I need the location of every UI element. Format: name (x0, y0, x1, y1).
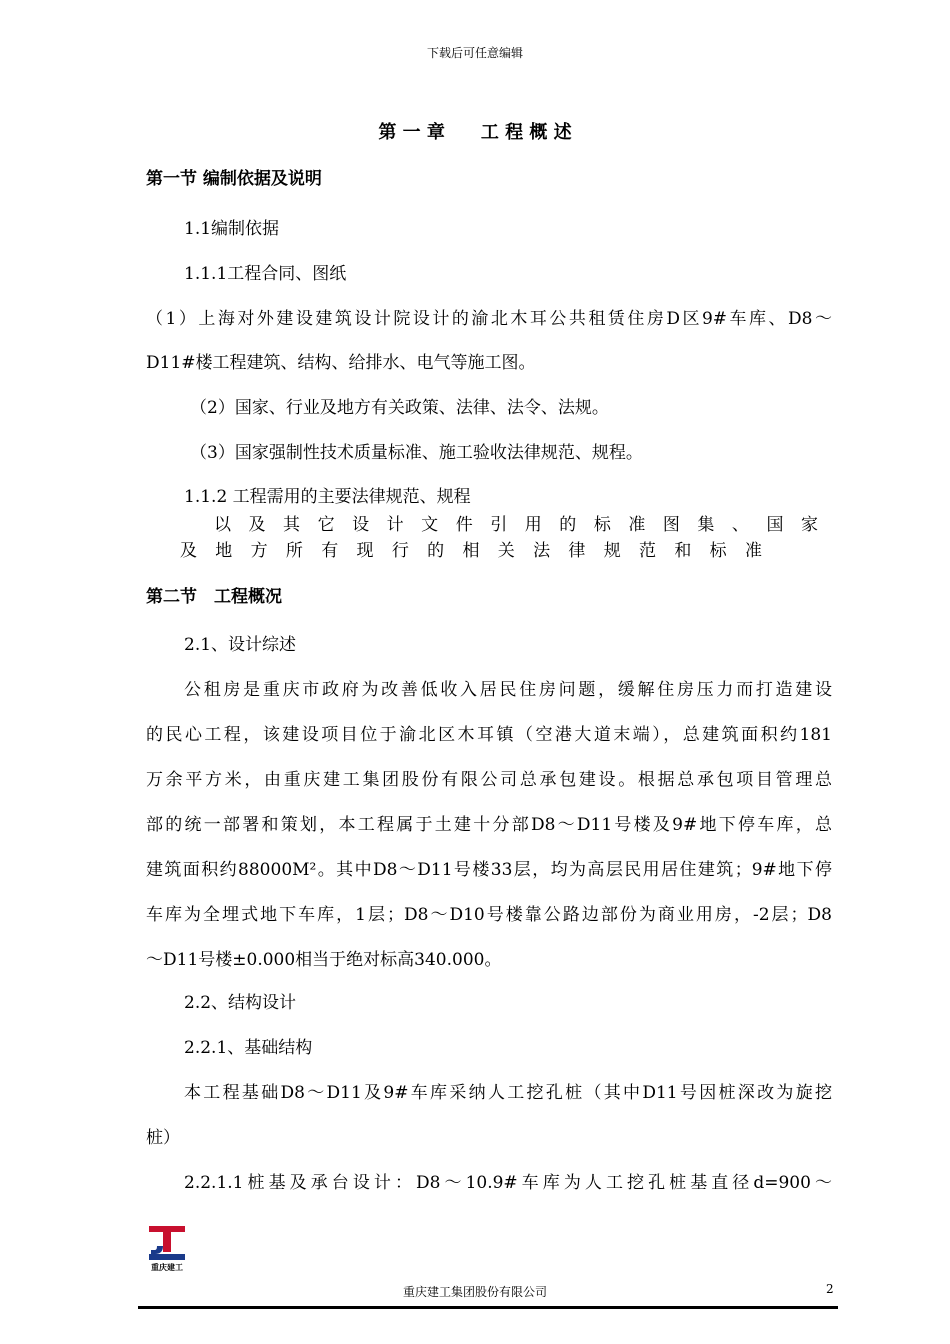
para-line-7: ～D11号楼±0.000相当于绝对标高340.000。 (146, 950, 502, 970)
heading-1-1-1: 1.1.1工程合同、图纸 (184, 264, 347, 284)
heading-2-2-1: 2.2.1、基础结构 (184, 1038, 313, 1058)
footer-company-name: 重庆建工集团股份有限公司 (402, 1285, 547, 1299)
para-line-6: 车库为全埋式地下车库，1层；D8～D10号楼靠公路边部份为商业用房，-2层；D8 (146, 905, 832, 925)
spread-line-2: 及 地 方 所 有 现 行 的 相 关 法 律 规 范 和 标 准 (180, 541, 762, 561)
item-1-line-1: （1）上海对外建设建筑设计院设计的渝北木耳公共租赁住房D区9#车库、D8～ (146, 309, 832, 329)
item-3: （3）国家强制性技术质量标准、施工验收法律规范、规程。 (190, 443, 643, 463)
heading-2-2-1-1: 2.2.1.1桩基及承台设计：D8～10.9#车库为人工挖孔桩基直径d=900～ (184, 1173, 832, 1193)
item-1-line-2: D11#楼工程建筑、结构、给排水、电气等施工图。 (146, 353, 536, 373)
heading-1-1-2: 1.1.2 工程需用的主要法律规范、规程 (184, 487, 471, 507)
para-line-4: 部的统一部署和策划，本工程属于土建十分部D8～D11号楼及9#地下停车库，总 (146, 815, 832, 835)
section-2-title: 第二节 工程概况 (146, 587, 282, 607)
chapter-title: 第 一 章 工 程 概 述 (378, 122, 572, 143)
logo-caption: 重庆建工 (151, 1263, 183, 1272)
header-note: 下载后可任意编辑 (426, 46, 523, 60)
page-number: 2 (826, 1282, 834, 1296)
foundation-line-2: 桩） (146, 1128, 180, 1148)
para-line-1: 公租房是重庆市政府为改善低收入居民住房问题，缓解住房压力而打造建设 (184, 680, 832, 700)
footer-rule (138, 1306, 838, 1309)
heading-1-1: 1.1编制依据 (184, 219, 280, 239)
para-line-5: 建筑面积约88000M²。其中D8～D11号楼33层，均为高层民用居住建筑；9#地下停 (146, 860, 832, 880)
spread-line-1: 以 及 其 它 设 计 文 件 引 用 的 标 准 图 集 、 国 家 (214, 515, 818, 535)
company-logo (145, 1224, 189, 1272)
para-line-2: 的民心工程，该建设项目位于渝北区木耳镇（空港大道末端），总建筑面积约181 (146, 725, 832, 745)
item-2: （2）国家、行业及地方有关政策、法律、法令、法规。 (190, 398, 609, 418)
heading-2-1: 2.1、设计综述 (184, 635, 297, 655)
para-line-3: 万余平方米，由重庆建工集团股份有限公司总承包建设。根据总承包项目管理总 (146, 770, 832, 790)
foundation-line-1: 本工程基础D8～D11及9#车库采纳人工挖孔桩（其中D11号因桩深改为旋挖 (184, 1083, 832, 1103)
section-1-title: 第一节 编制依据及说明 (146, 169, 322, 189)
heading-2-2: 2.2、结构设计 (184, 993, 297, 1013)
